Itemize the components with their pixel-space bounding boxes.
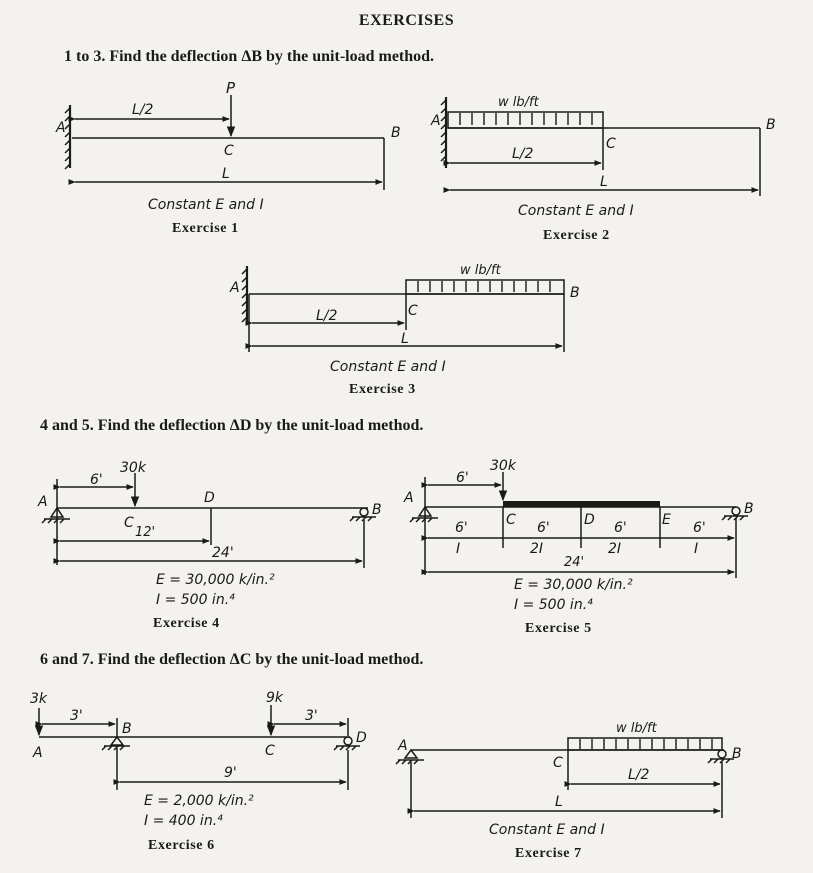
exercise-label: Exercise 1 (172, 221, 239, 236)
dim-span-label: 9' (224, 765, 237, 781)
point-c-label: C (506, 512, 516, 528)
exercise-label: Exercise 4 (153, 616, 220, 631)
point-a-label: A (33, 745, 43, 761)
segment-2-length: 6' (537, 520, 550, 536)
caption: Constant E and I (489, 822, 605, 838)
pin-support-b (111, 737, 123, 745)
exercise-5-diagram (403, 458, 754, 636)
exercise-1-diagram (55, 79, 401, 236)
distributed-load-block (568, 738, 722, 750)
distributed-load-arrows (418, 281, 550, 292)
point-b-label: B (732, 746, 742, 762)
dim-half-label: L/2 (316, 308, 338, 324)
dim-half-label: L/2 (512, 146, 534, 162)
exercise-2-diagram (430, 95, 776, 243)
exercise-label: Exercise 5 (525, 621, 592, 636)
inertia-label: I = 400 in.⁴ (144, 813, 223, 829)
point-d-label: D (356, 730, 367, 746)
exercise-7-diagram (396, 721, 742, 861)
point-c-label: C (553, 755, 563, 771)
support-b-hatching (102, 746, 130, 750)
point-b-label: B (372, 502, 382, 518)
exercise-label: Exercise 3 (349, 382, 416, 397)
point-a-label: A (38, 494, 48, 510)
point-a-label: A (230, 280, 240, 296)
inertia-label: I = 500 in.⁴ (156, 592, 235, 608)
exercise-label: Exercise 6 (148, 838, 215, 853)
point-b-label: B (391, 125, 401, 141)
support-a-hatching (410, 518, 438, 522)
load-right-label: 9k (266, 690, 284, 706)
caption: Constant E and I (330, 359, 446, 375)
roller-support-d (344, 737, 352, 745)
load-label: 30k (490, 458, 516, 474)
dim-right-label: 3' (305, 708, 318, 724)
exercise-6-diagram (30, 690, 367, 853)
point-e-label: E (662, 512, 671, 528)
point-a-label: A (404, 490, 414, 506)
exercise-3-diagram (229, 263, 580, 397)
dim-full-label: L (555, 794, 563, 810)
segment-1-inertia: I (456, 541, 461, 557)
point-b-label: B (122, 721, 132, 737)
double-inertia-segment (503, 501, 660, 507)
load-label: w lb/ft (498, 95, 539, 110)
point-b-label: B (570, 285, 580, 301)
point-c-label: C (408, 303, 418, 319)
segment-1-length: 6' (455, 520, 468, 536)
roller-support-b (360, 508, 368, 516)
support-b-hatching (708, 759, 734, 763)
load-label: w lb/ft (616, 721, 657, 736)
dim-full-label: L (401, 331, 409, 347)
load-label: w lb/ft (460, 263, 501, 278)
segment-3-length: 6' (614, 520, 627, 536)
dim-left-label: 3' (70, 708, 83, 724)
point-c-label: C (224, 143, 234, 159)
point-b-label: B (744, 501, 754, 517)
dim-6-label: 6' (90, 472, 103, 488)
modulus-label: E = 30,000 k/in.² (156, 572, 275, 588)
page-title: EXERCISES (358, 12, 455, 29)
load-label: 30k (120, 460, 146, 476)
point-a-label: A (56, 120, 66, 136)
point-a-label: A (398, 738, 408, 754)
segment-3-inertia: 2I (608, 541, 622, 557)
load-left-label: 3k (30, 691, 48, 707)
point-d-label: D (584, 512, 595, 528)
support-a-hatching (42, 519, 70, 523)
point-a-label: A (431, 113, 441, 129)
dim-full-label: L (222, 166, 230, 182)
distributed-load-arrows (580, 739, 712, 749)
support-a-hatching (396, 760, 424, 764)
segment-4-inertia: I (694, 541, 699, 557)
point-c-label: C (124, 515, 134, 531)
point-d-label: D (204, 490, 215, 506)
dim-24-label: 24' (212, 545, 234, 561)
dim-half-label: L/2 (132, 102, 154, 118)
load-label: P (226, 79, 236, 97)
dim-load-label: 6' (456, 470, 469, 486)
segment-4-length: 6' (693, 520, 706, 536)
instruction-6-7: 6 and 7. Find the deflection ΔC by the unit-load method. (40, 651, 424, 668)
exercise-label: Exercise 2 (543, 228, 610, 243)
distributed-load-arrows (460, 113, 592, 125)
instruction-1-3: 1 to 3. Find the deflection ΔB by the unit-load method. (64, 48, 435, 65)
modulus-label: E = 2,000 k/in.² (144, 793, 254, 809)
segment-2-inertia: 2I (530, 541, 544, 557)
caption: Constant E and I (518, 203, 634, 219)
dim-total-label: 24' (564, 555, 585, 570)
dim-half-label: L/2 (628, 767, 650, 783)
modulus-label: E = 30,000 k/in.² (514, 577, 633, 593)
dim-12-label: 12' (135, 525, 156, 540)
point-c-label: C (606, 136, 616, 152)
roller-support-b (732, 507, 740, 515)
support-d-hatching (334, 746, 360, 750)
inertia-label: I = 500 in.⁴ (514, 597, 593, 613)
roller-support-b (718, 750, 726, 758)
dim-full-label: L (600, 174, 608, 190)
instruction-4-5: 4 and 5. Find the deflection ΔD by the unit-load method. (40, 417, 424, 434)
exercise-4-diagram (37, 460, 382, 631)
exercise-label: Exercise 7 (515, 846, 582, 861)
caption: Constant E and I (148, 197, 264, 213)
point-b-label: B (766, 117, 776, 133)
point-c-label: C (265, 743, 275, 759)
